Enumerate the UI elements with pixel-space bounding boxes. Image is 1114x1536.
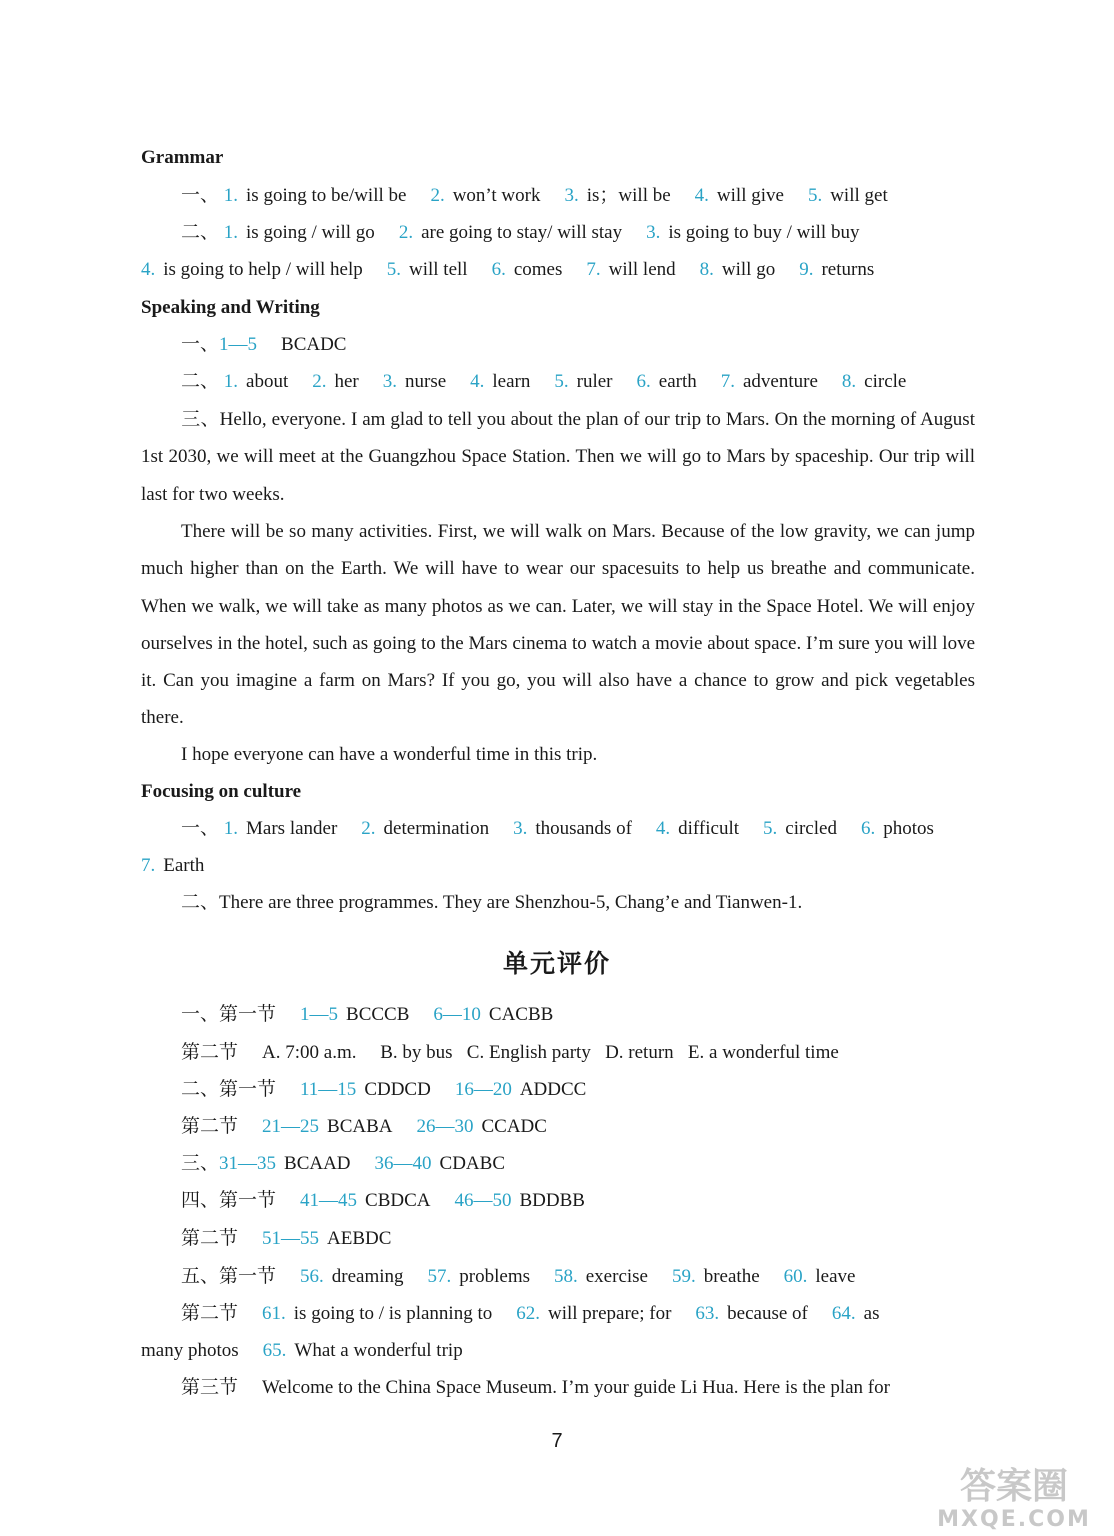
culture-line-1: 一、 1. Mars lander 2. determination 3. thousands of 4. difficult 5. circled 6. photos xyxy=(181,818,934,839)
answer-number: 1. xyxy=(223,222,239,243)
answer-number: 8. xyxy=(841,371,857,392)
answer-text: is going to be/will be xyxy=(246,185,407,206)
answer-number: 56. xyxy=(300,1266,324,1287)
answer-text: as xyxy=(863,1303,880,1324)
essay-paragraph-1: 三、Hello, everyone. I am glad to tell you about the plan of our trip to Mars. On the morning of August 1st 2030, we will meet at the Guangzhou Space Station. Then we will go to Mars by spaceship. Our trip will last for two weeks. xyxy=(141,409,975,505)
answer-number: 31—35 xyxy=(219,1153,277,1174)
review-line-8: 五、第一节 56. dreaming 57. problems 58. exercise 59. breathe 60. leave xyxy=(181,1266,856,1287)
answer-text: CACBB xyxy=(488,1004,554,1025)
answer-number: 1—5 xyxy=(219,334,258,355)
answer-text: Mars lander xyxy=(246,818,338,839)
answer-text: are going to stay/ will stay xyxy=(421,222,623,243)
answer-number: 6. xyxy=(636,371,651,392)
answer-text: is going to help / will help xyxy=(163,259,363,280)
answer-number: 7. xyxy=(720,371,735,392)
answer-text: CDDCD xyxy=(364,1079,431,1100)
answer-number: 51—55 xyxy=(262,1228,320,1249)
answer-number: 1. xyxy=(223,818,239,839)
answer-list xyxy=(300,1190,585,1211)
answer-text: ruler xyxy=(576,371,613,392)
answer-text: will get xyxy=(830,185,888,206)
answer-number: 8. xyxy=(699,259,714,280)
answer-text: is；will be xyxy=(586,185,671,206)
answer-text: CDABC xyxy=(439,1153,505,1174)
review-line-6: 四、第一节 41—45 CBDCA 46—50 BDDBB xyxy=(181,1190,585,1211)
answer-number: 6. xyxy=(491,259,506,280)
answer-number: 6. xyxy=(860,818,876,839)
answer-text: Earth xyxy=(163,855,205,876)
answer-text: learn xyxy=(492,371,531,392)
answer-text: will tell xyxy=(409,259,468,280)
review-line-1: 一、第一节 1—5 BCCCB 6—10 CACBB xyxy=(181,1004,554,1025)
answer-text: won’t work xyxy=(452,185,541,206)
essay-paragraph-2: There will be so many activities. First, we will walk on Mars. Because of the low gravity, we can jump much higher than on the Earth. We will have to wear our spacesuits to help us breathe and communicate. When we walk, we will take as many photos as we can. Later, we will stay in the Space Hotel. We will enjoy ourselves in the hotel, such as going to the Mars cinema to watch a movie about space. I’m sure you will love it. Can you imagine a farm on Mars? If you go, you will also have a chance to grow and pick vegetables there. xyxy=(141,521,975,729)
answer-text: BCABA xyxy=(327,1116,393,1137)
essay-paragraph-3: I hope everyone can have a wonderful time in this trip. xyxy=(181,744,598,765)
answer-text: determination xyxy=(383,818,490,839)
unit-review-title: 单元评价 xyxy=(502,949,611,978)
answer-number: 4. xyxy=(470,371,485,392)
answer-list xyxy=(219,1153,505,1174)
answer-text: will give xyxy=(716,185,784,206)
answer-number: 3. xyxy=(564,185,579,206)
answer-list xyxy=(300,1079,586,1100)
answer-number: 3. xyxy=(382,371,397,392)
answer-text: nurse xyxy=(405,371,447,392)
answer-text: is going to buy / will buy xyxy=(668,222,860,243)
section-heading-grammar: Grammar xyxy=(141,147,224,168)
review-line-4: 第二节 21—25 BCABA 26—30 CCADC xyxy=(181,1116,547,1137)
answer-number: 4. xyxy=(694,185,709,206)
answer-number: 60. xyxy=(783,1266,808,1287)
answer-number: 7. xyxy=(586,259,601,280)
answer-number: 63. xyxy=(695,1303,720,1324)
grammar-line-1: 一、 1. is going to be/will be 2. won’t work 3. is；will be 4. will give 5. will get xyxy=(181,185,888,206)
answer-number: 5. xyxy=(386,259,401,280)
answer-text: will go xyxy=(721,259,776,280)
answer-text: What a wonderful trip xyxy=(294,1340,463,1361)
review-line-9: 第二节 61. is going to / is planning to 62. will prepare; for 63. because of 64. as xyxy=(181,1303,880,1324)
grammar-line-3 xyxy=(141,258,874,282)
answer-list xyxy=(300,1266,855,1287)
review-line-5: 三、31—35 BCAAD 36—40 CDABC xyxy=(181,1153,505,1174)
answer-number: 26—30 xyxy=(416,1116,474,1137)
answer-text: photos xyxy=(883,818,934,839)
answer-list xyxy=(224,222,860,243)
answer-text: about xyxy=(246,371,289,392)
answer-text: ADDCC xyxy=(519,1079,587,1100)
section-heading-culture: Focusing on culture xyxy=(141,781,302,802)
answer-number: 2. xyxy=(398,222,414,243)
answer-text: BDDBB xyxy=(519,1190,585,1211)
answer-number: 4. xyxy=(655,818,671,839)
answer-list xyxy=(300,1004,553,1025)
answer-text: problems xyxy=(459,1266,530,1287)
review-line-10 xyxy=(141,1339,463,1363)
answer-text: difficult xyxy=(678,818,740,839)
answer-number: 58. xyxy=(554,1266,578,1287)
review-line-3: 二、第一节 11—15 CDDCD 16—20 ADDCC xyxy=(181,1079,587,1100)
answer-text: dreaming xyxy=(331,1266,404,1287)
answer-number: 2. xyxy=(312,371,327,392)
answer-number: 64. xyxy=(831,1303,856,1324)
answer-text: comes xyxy=(513,259,563,280)
culture-line-1b xyxy=(141,854,204,878)
answer-number: 2. xyxy=(430,185,445,206)
answer-text: breathe xyxy=(703,1266,760,1287)
section-heading-speaking: Speaking and Writing xyxy=(141,297,320,318)
answer-text: exercise xyxy=(585,1266,648,1287)
answer-number: 16—20 xyxy=(454,1079,512,1100)
answer-number: 3. xyxy=(646,222,661,243)
answer-number: 36—40 xyxy=(374,1153,432,1174)
answer-text: earth xyxy=(658,371,697,392)
answer-number: 9. xyxy=(799,259,814,280)
grammar-line-2: 二、 1. is going / will go 2. are going to stay/ will stay 3. is going to buy / will buy xyxy=(181,222,860,243)
answer-text: will prepare; for xyxy=(547,1303,672,1324)
answer-number: 1. xyxy=(223,371,239,392)
answer-text: adventure xyxy=(743,371,818,392)
answer-number: 21—25 xyxy=(262,1116,320,1137)
answer-list xyxy=(141,259,874,280)
answer-text: thousands of xyxy=(535,818,632,839)
answer-list xyxy=(141,1340,463,1361)
speaking-line-2: 二、 1. about 2. her 3. nurse 4. learn 5. ruler 6. earth 7. adventure 8. circle xyxy=(181,371,907,392)
answer-number: 62. xyxy=(516,1303,540,1324)
answer-number: 57. xyxy=(427,1266,452,1287)
answer-number: 61. xyxy=(262,1303,286,1324)
page-number: 7 xyxy=(551,1430,563,1452)
review-line-7: 第二节 51—55 AEBDC xyxy=(181,1228,392,1249)
culture-line-2: 二、There are three programmes. They are Shenzhou-5, Chang’e and Tianwen-1. xyxy=(181,892,803,913)
watermark-text-2: MXQE.COM xyxy=(937,1507,1091,1532)
answer-text: returns xyxy=(821,259,875,280)
answer-text: CBDCA xyxy=(365,1190,431,1211)
answer-text: circled xyxy=(785,818,837,839)
answer-text: is going / will go xyxy=(246,222,375,243)
watermark-logo xyxy=(924,1462,1104,1532)
speaking-line-1: 一、1—5 BCADC xyxy=(181,334,347,355)
answer-number: 7. xyxy=(141,855,156,876)
answer-list xyxy=(262,1116,547,1137)
answer-number: 5. xyxy=(807,185,823,206)
answer-text: BCAAD xyxy=(284,1153,351,1174)
answer-text: BCCCB xyxy=(346,1004,410,1025)
answer-list xyxy=(224,185,888,206)
answer-number: 11—15 xyxy=(300,1079,357,1100)
review-line-11: 第三节 Welcome to the China Space Museum. I’m your guide Li Hua. Here is the plan for xyxy=(181,1377,890,1398)
answer-number: 3. xyxy=(513,818,528,839)
answer-list xyxy=(224,818,934,839)
answer-number: 5. xyxy=(763,818,778,839)
answer-number: 4. xyxy=(141,259,156,280)
answer-list xyxy=(262,1228,391,1249)
answer-list xyxy=(262,1303,879,1324)
answer-text: will lend xyxy=(608,259,676,280)
review-line-2: 第二节 A. 7:00 a.m. B. by bus C. English party D. return E. a wonderful time xyxy=(181,1042,839,1063)
answer-number: 2. xyxy=(361,818,376,839)
answer-number: 41—45 xyxy=(300,1190,358,1211)
answer-text: because of xyxy=(727,1303,808,1324)
answer-list xyxy=(224,371,907,392)
answer-number: 65. xyxy=(262,1340,287,1361)
watermark-text-1: 答案圈 xyxy=(959,1466,1069,1507)
answer-number: 59. xyxy=(671,1266,696,1287)
answer-text: BCADC xyxy=(281,334,347,355)
answer-text: circle xyxy=(864,371,907,392)
answer-text: is going to / is planning to xyxy=(293,1303,493,1324)
answer-text: many photos xyxy=(141,1340,239,1361)
answer-number: 46—50 xyxy=(454,1190,512,1211)
answer-text: leave xyxy=(815,1266,856,1287)
answer-number: 6—10 xyxy=(433,1004,481,1025)
answer-text: her xyxy=(334,371,359,392)
answer-number: 1—5 xyxy=(300,1004,339,1025)
answer-number: 1. xyxy=(223,185,239,206)
answer-text: AEBDC xyxy=(327,1228,392,1249)
answer-text: CCADC xyxy=(481,1116,547,1137)
answer-list xyxy=(141,855,204,876)
answer-number: 5. xyxy=(554,371,569,392)
